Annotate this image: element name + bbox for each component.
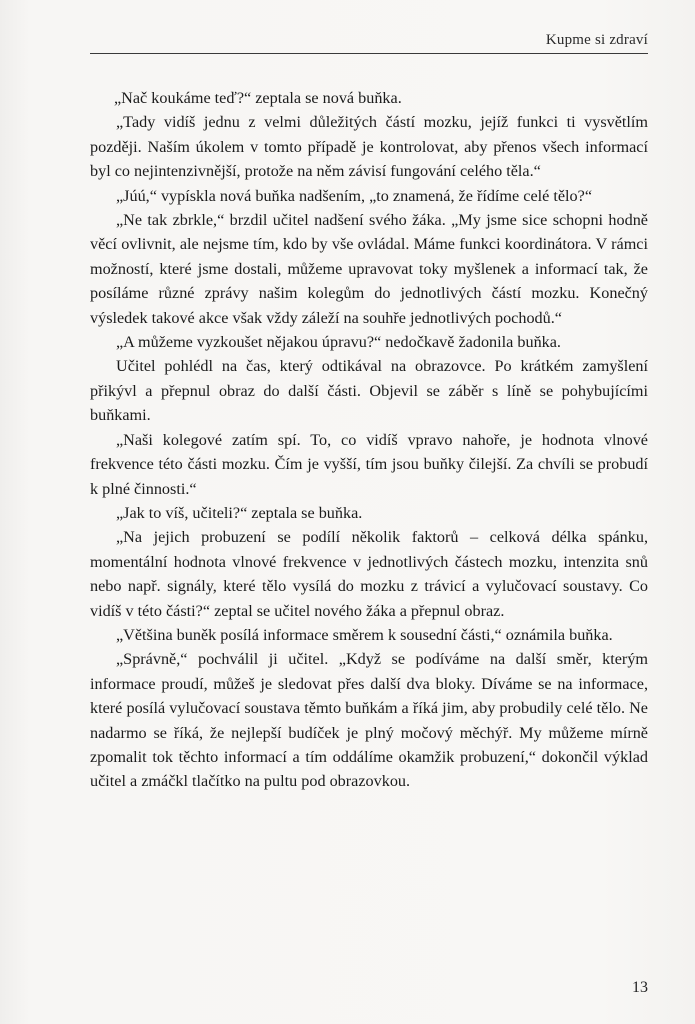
header-rule xyxy=(90,53,648,54)
paragraph: „Naši kolegové zatím spí. To, co vidíš vpravo nahoře, je hodnota vlnové frekvence této části mozku. Čím je vyšší, tím jsou buňky čilejší. Za chvíli se probudí k plné činnosti.“ xyxy=(90,430,648,498)
paragraph: „Na jejich probuzení se podílí několik faktorů – celková délka spánku, momentální hodnota vlnové frekvence v jednotlivých částech mozku, intenzita snů nebo např. signály, které tělo vysílá do mozku z trávicí a vylučovací soustavy. Co vidíš v této části?“ zeptal se učitel nového žáka a přepnul obraz. xyxy=(90,528,648,620)
paragraph: Učitel pohlédl na čas, který odtikával na obrazovce. Po krátkém zamyšlení přikývl a přepnul obraz do další části. Objevil se záběr s líně se pohybujícími buňkami. xyxy=(90,357,648,425)
page-number: 13 xyxy=(632,979,648,996)
paragraph: „Správně,“ pochválil ji učitel. „Když se podíváme na další směr, kterým informace proudí, můžeš je sledovat přes další dva bloky. Díváme se na informace, které posílá vylučovací soustava těmto buňkám a říká jim, aby probudily celé tělo. Ne nadarmo se říká, že nejlepší budíček je plný močový měchýř. My můžeme mírně zpomalit tok těchto informací a tím oddálíme okamžik probuzení,“ dokončil výklad učitel a zmáčkl tlačítko na pultu pod obrazovkou. xyxy=(90,650,648,791)
paragraph: „Júú,“ vypískla nová buňka nadšením, „to znamená, že řídíme celé tělo?“ xyxy=(116,186,592,205)
paragraph: „Nač koukáme teď?“ zeptala se nová buňka. xyxy=(114,89,402,107)
paragraph: „Většina buněk posílá informace směrem k sousední části,“ oznámila buňka. xyxy=(116,625,613,644)
paragraph: „Tady vidíš jednu z velmi důležitých částí mozku, jejíž funkci ti vysvětlím později. Naším úkolem v tomto případě je kontrolovat, aby přenos všech informací byl co nejintenzivnější, protože na něm závisí fungování celého těla.“ xyxy=(90,113,648,181)
running-header-title: Kupme si zdraví xyxy=(545,32,648,48)
body-text xyxy=(90,86,648,794)
paragraph: „A můžeme vyzkoušet nějakou úpravu?“ nedočkavě žadonila buňka. xyxy=(116,333,561,352)
paragraph: „Ne tak zbrkle,“ brzdil učitel nadšení svého žáka. „My jsme sice schopni hodně věcí ovlivnit, ale nejsme tím, kdo by vše ovládal. Máme funkci koordinátora. V rámci možností, které jsme dostali, můžeme upravovat toky myšlenek a informací tak, že posíláme různé zprávy našim kolegům do jednotlivých částí mozku. Konečný výsledek takové akce však vždy záleží na souhře jednotlivých pochodů.“ xyxy=(90,211,648,327)
paragraph: „Jak to víš, učiteli?“ zeptala se buňka. xyxy=(116,503,363,522)
